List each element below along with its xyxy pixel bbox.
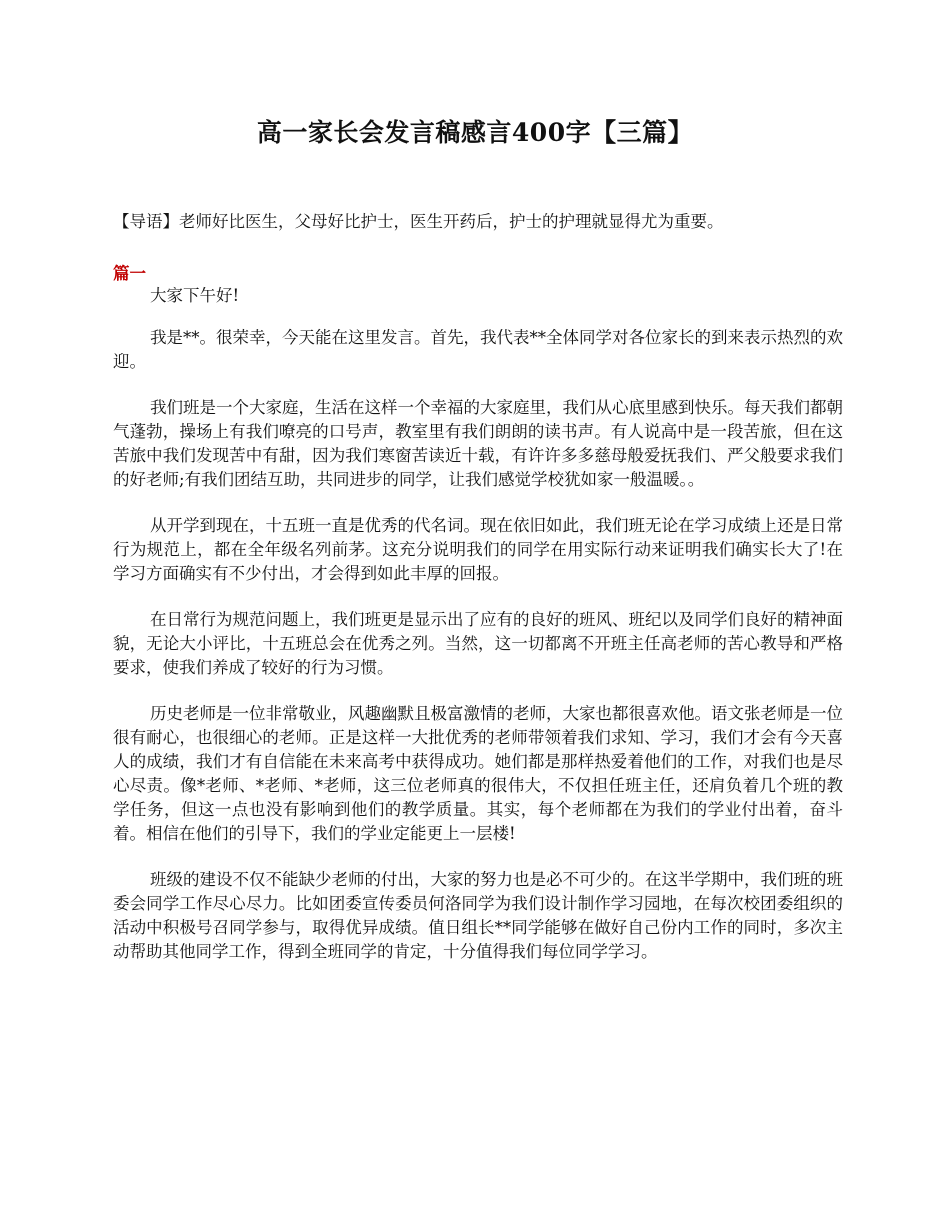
paragraph: 在日常行为规范问题上，我们班更是显示出了应有的良好的班风、班纪以及同学们良好的精神面貌，无论大小评比，十五班总会在优秀之列。当然，这一切都离不开班主任高老师的苦心教导和严格要求，使我们养成了较好的行为习惯。 <box>113 610 843 677</box>
paragraph: 历史老师是一位非常敬业，风趣幽默且极富激情的老师，大家也都很喜欢他。语文张老师是一位很有耐心，也很细心的老师。正是这样一大批优秀的老师带领着我们求知、学习，我们才会有今天喜人的成绩，我们才有自信能在未来高考中获得成功。她们都是那样热爱着他们的工作，对我们也是尽心尽责。像*老师、*老师、*老师，这三位老师真的很伟大，不仅担任班主任，还肩负着几个班的教学任务，但这一点也没有影响到他们的教学质量。其实，每个老师都在为我们的学业付出着，奋斗着。相信在他们的引导下，我们的学业定能更上一层楼! <box>113 704 843 843</box>
article-body <box>113 284 843 986</box>
paragraph: 从开学到现在，十五班一直是优秀的代名词。现在依旧如此，我们班无论在学习成绩上还是日常行为规范上，都在全年级名列前茅。这充分说明我们的同学在用实际行动来证明我们确实长大了!在学习方面确实有不少付出，才会得到如此丰厚的回报。 <box>113 516 843 583</box>
section-heading: 篇一 <box>113 264 146 283</box>
paragraph: 我是**。很荣幸，今天能在这里发言。首先，我代表**全体同学对各位家长的到来表示热烈的欢迎。 <box>113 328 843 371</box>
paragraph: 班级的建设不仅不能缺少老师的付出，大家的努力也是必不可少的。在这半学期中，我们班的班委会同学工作尽心尽力。比如团委宣传委员何洛同学为我们设计制作学习园地，在每次校团委组织的活动中积极号召同学参与，取得优异成绩。值日组长**同学能够在做好自己份内工作的同时，多次主动帮助其他同学工作，得到全班同学的肯定，十分值得我们每位同学学习。 <box>113 870 843 961</box>
intro-text: 【导语】老师好比医生，父母好比护士，医生开药后，护士的护理就显得尤为重要。 <box>113 212 724 231</box>
paragraph: 我们班是一个大家庭，生活在这样一个幸福的大家庭里，我们从心底里感到快乐。每天我们都朝气蓬勃，操场上有我们嘹亮的口号声，教室里有我们朗朗的读书声。有人说高中是一段苦旅，但在这苦旅中我们发现苦中有甜，因为我们寒窗苦读近十载，有许许多多慈母般爱抚我们、严父般要求我们的好老师;有我们团结互助，共同进步的同学，让我们感觉学校犹如家一般温暖。。 <box>113 398 843 489</box>
paragraph: 大家下午好! <box>150 286 240 305</box>
document-title: 高一家长会发言稿感言400字【三篇】 <box>256 118 694 147</box>
